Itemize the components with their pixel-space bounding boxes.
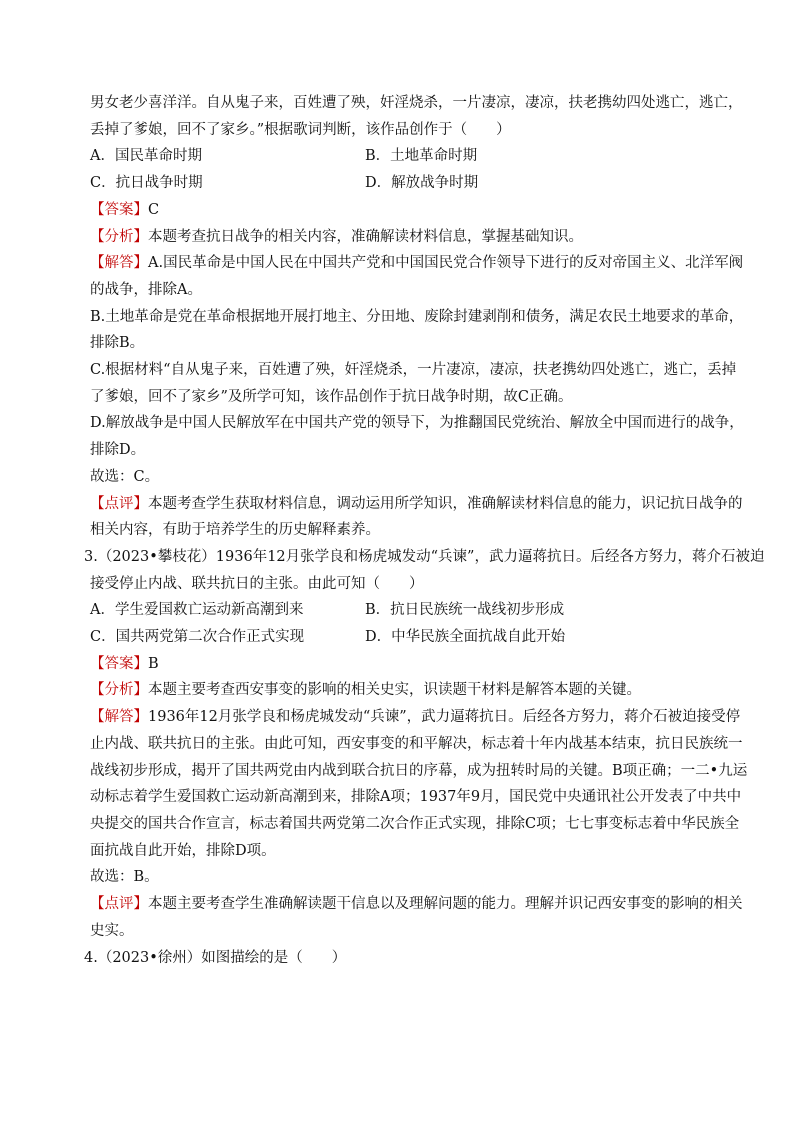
comment-tag: 【点评】: [90, 495, 148, 512]
q3-comment-line-1: [90, 891, 743, 918]
q3-solution-line-2: 止内战、联共抗日的主张。由此可知，西安事变的和平解决，标志着十年内战基本结束，抗日民族统一: [90, 735, 743, 752]
q2-option-c: C．抗日战争时期: [90, 175, 203, 192]
analysis-text: 本题考查抗日战争的相关内容，准确解读材料信息，掌握基础知识。: [148, 228, 583, 245]
question-content: [84, 90, 765, 971]
answer-tag: 【答案】: [90, 201, 148, 218]
q2-comment-line-1: [90, 491, 743, 518]
q2-stem-line-2: 丢掉了爹娘，回不了家乡。”根据歌词判断，该作品创作于（ ）: [90, 121, 511, 138]
q3-solution-line-1: [90, 704, 741, 731]
q2-solution-line-7: D.解放战争是中国人民解放军在中国共产党的领导下，为推翻国民党统治、解放全中国而进行的战争，: [90, 415, 744, 432]
q3-solution-line-4: 动标志着学生爱国救亡运动新高潮到来，排除A项；1937年9月，国民党中央通讯社公开发表了中共中: [90, 789, 742, 806]
q2-solution-line-2: 的战争，排除A。: [90, 281, 202, 298]
q3-option-a: A．学生爱国救亡运动新高潮到来: [90, 602, 304, 619]
answer-tag: 【答案】: [90, 655, 148, 672]
q3-analysis: [90, 677, 724, 704]
q2-option-b: B．土地革命时期: [365, 148, 478, 165]
q3-option-d: D．中华民族全面抗战自此开始: [365, 629, 566, 646]
comment-tag: 【点评】: [90, 896, 148, 913]
q4-stem: 4.（2023•徐州）如图描绘的是（ ）: [84, 949, 347, 966]
q3-options-row-2: [90, 624, 724, 651]
analysis-tag: 【分析】: [90, 228, 148, 245]
q3-option-b: B．抗日民族统一战线初步形成: [365, 602, 565, 619]
q3-option-c: C．国共两党第二次合作正式实现: [90, 629, 305, 646]
q2-solution-line-6: 了爹娘，回不了家乡”及所学可知，该作品创作于抗日战争时期，故C正确。: [90, 388, 573, 405]
solution-text: 1936年12月张学良和杨虎城发动“兵谏”，武力逼蒋抗日。后经各方努力，蒋介石被迫接受停: [148, 709, 741, 726]
q3-comment-line-2: 史实。: [90, 922, 134, 939]
q2-solution-line-9: 故选：C。: [90, 468, 160, 485]
q3-stem-line-2: 接受停止内战、联共抗日的主张。由此可知（ ）: [90, 575, 424, 592]
q3-options-row-1: [90, 597, 724, 624]
q2-options-row-2: [90, 170, 724, 197]
q2-option-a: A．国民革命时期: [90, 148, 202, 165]
q2-comment-line-2: 相关内容，有助于培养学生的历史解释素养。: [90, 522, 380, 539]
analysis-text: 本题主要考查西安事变的影响的相关史实，识读题干材料是解答本题的关键。: [148, 682, 641, 699]
comment-text: 本题主要考查学生准确解读题干信息以及理解问题的能力。理解并识记西安事变的影响的相关: [148, 896, 743, 913]
q3-solution-line-5: 央提交的国共合作宣言，标志着国共两党第二次合作正式实现，排除C项；七七事变标志着中华民族全: [90, 815, 740, 832]
solution-tag: 【解答】: [90, 709, 148, 726]
q2-stem-line-1: 男女老少喜洋洋。自从鬼子来，百姓遭了殃，奸淫烧杀，一片凄凉，凄凉，扶老携幼四处逃亡，逃亡，: [90, 95, 743, 111]
q3-stem-line-1: 3.（2023•攀枝花）1936年12月张学良和杨虎城发动“兵谏”，武力逼蒋抗日。后经各方努力，蒋介石被迫: [84, 548, 765, 565]
q2-options-row-1: [90, 143, 724, 170]
solution-tag: 【解答】: [90, 255, 148, 272]
answer-value: B: [148, 655, 159, 672]
solution-text: A.国民革命是中国人民在中国共产党和中国国民党合作领导下进行的反对帝国主义、北洋军阀: [148, 255, 744, 272]
answer-value: C: [148, 201, 160, 218]
q2-solution-line-5: C.根据材料“自从鬼子来，百姓遭了殃，奸淫烧杀，一片凄凉，凄凉，扶老携幼四处逃亡，逃亡，丢掉: [90, 362, 737, 379]
q2-solution-line-1: [90, 250, 744, 277]
q3-solution-line-6: 面抗战自此开始，排除D项。: [90, 842, 276, 859]
q3-answer: [90, 651, 724, 678]
q2-answer: [90, 197, 724, 224]
q2-solution-line-4: 排除B。: [90, 335, 145, 352]
q3-solution-line-7: 故选：B。: [90, 869, 159, 886]
comment-text: 本题考查学生获取材料信息，调动运用所学知识，准确解读材料信息的能力，识记抗日战争的: [148, 495, 743, 512]
analysis-tag: 【分析】: [90, 682, 148, 699]
q2-solution-line-8: 排除D。: [90, 442, 146, 459]
q3-solution-line-3: 战线初步形成，揭开了国共两党由内战到联合抗日的序幕，成为扭转时局的关键。B项正确；一二•九运: [90, 762, 748, 779]
q2-solution-line-3: B.土地革命是党在革命根据地开展打地主、分田地、废除封建剥削和债务，满足农民土地要求的革命，: [90, 308, 744, 325]
q2-option-d: D．解放战争时期: [365, 175, 479, 192]
q2-analysis: [90, 224, 724, 251]
